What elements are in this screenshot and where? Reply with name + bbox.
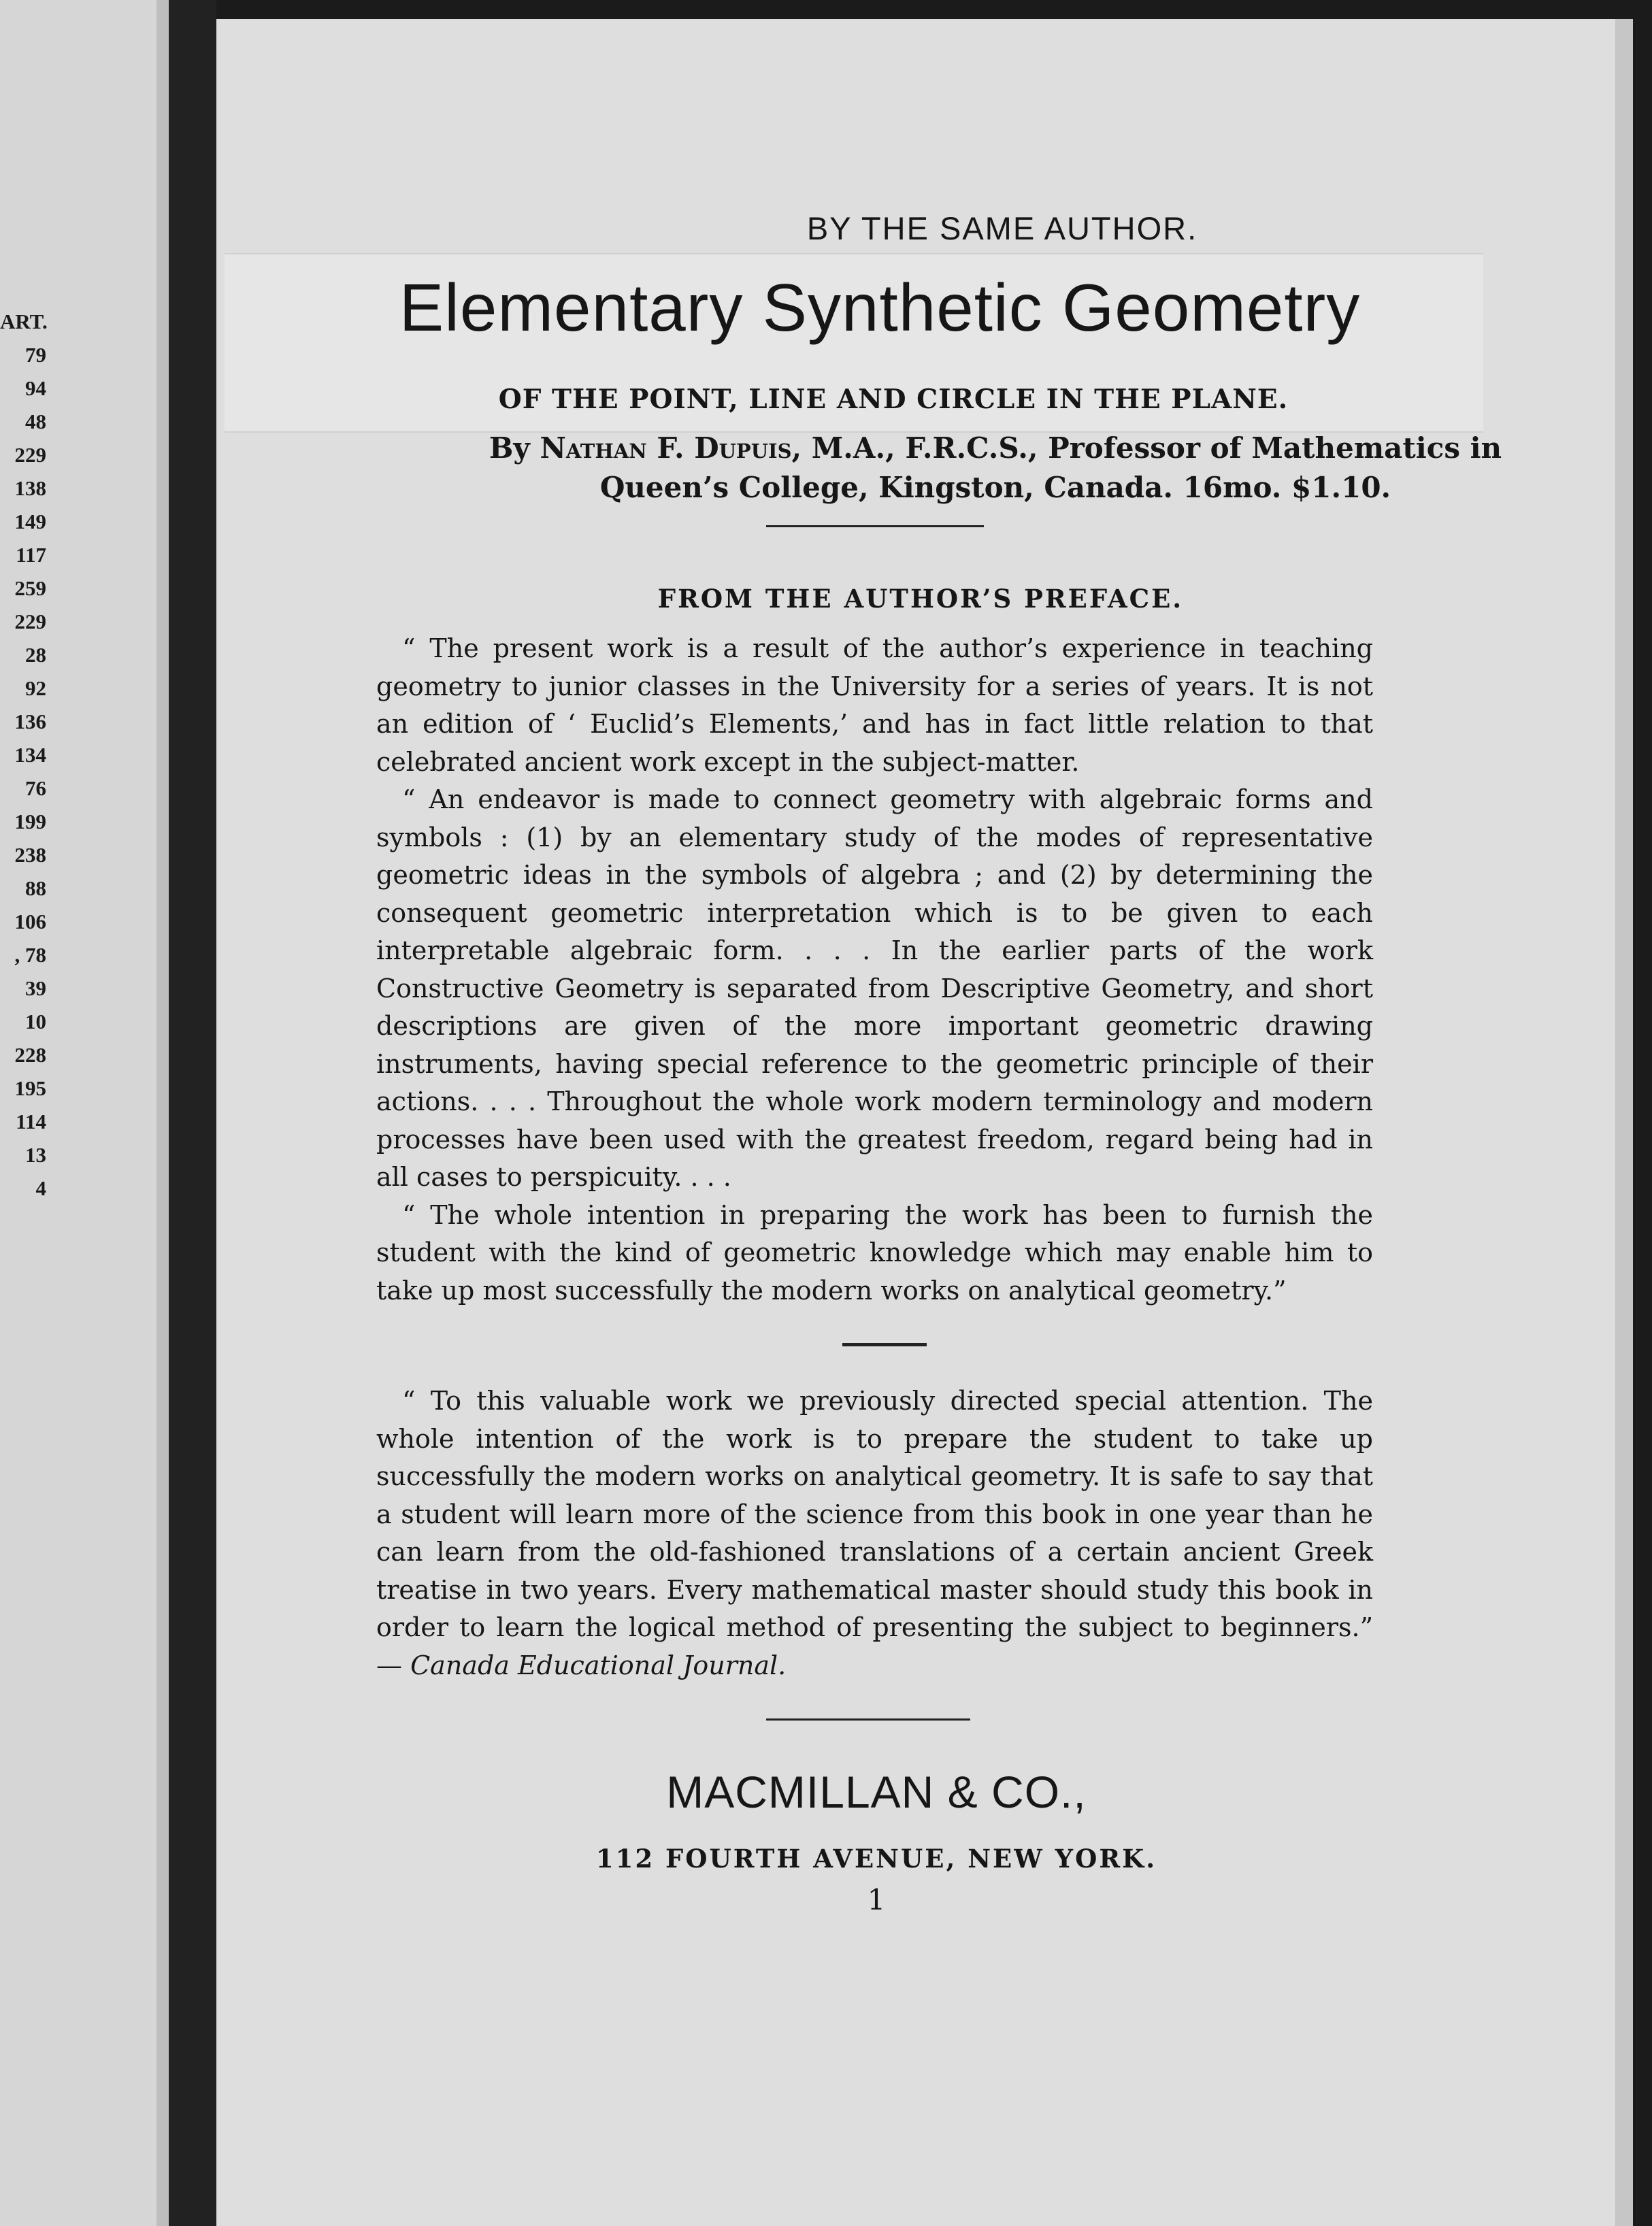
book-subtitle: OF THE POINT, LINE AND CIRCLE IN THE PLANE. <box>498 384 1289 415</box>
article-number: 229 <box>14 610 46 633</box>
byline-by: By <box>489 431 530 465</box>
author-credentials: , M.A., F.R.C.S., Professor of Mathematics in <box>791 431 1502 465</box>
article-number: 48 <box>25 410 46 433</box>
publication-details: Queen’s College, Kingston, Canada. 16mo. $1.10. <box>599 471 1391 504</box>
author-name: Nathan F. Dupuis <box>540 431 792 465</box>
article-number: 114 <box>16 1110 46 1133</box>
article-number: 39 <box>25 976 46 1000</box>
article-number: 117 <box>16 543 46 567</box>
review-source: Canada Educational Journal. <box>410 1650 787 1680</box>
article-number: 134 <box>14 743 46 767</box>
article-number-list <box>0 305 46 1205</box>
article-number: 4 <box>35 1176 46 1200</box>
article-number: 136 <box>14 710 46 733</box>
article-number: 228 <box>14 1043 46 1067</box>
facing-page <box>0 0 169 2226</box>
article-number: 229 <box>14 443 46 467</box>
divider-rule-short <box>842 1343 927 1346</box>
article-number: 149 <box>14 510 46 533</box>
article-number: 10 <box>25 1010 46 1033</box>
preface-paragraph: “ The present work is a result of the author’s experience in teaching geometry to junior classes in the University for a series of years. It is not an edition of ‘ Euclid’s Elements,’ and has in fact little relation to that celebrated ancient work except in the subject-matter. <box>376 633 1373 777</box>
by-same-author-heading: BY THE SAME AUTHOR. <box>806 210 1198 246</box>
divider-rule <box>766 525 984 527</box>
article-number: 76 <box>25 776 46 800</box>
article-number: 259 <box>14 576 46 600</box>
article-number: 94 <box>25 376 46 400</box>
preface-paragraph: “ An endeavor is made to connect geometry with algebraic forms and symbols : (1) by an elementary study of the modes of representative geometric ideas in the symbols of algebra ; and (2) by determining the consequent geometric interpretation which is to be given to each interpretable algebraic form. . . . In the earlier parts of the work Constructive Geometry is separated from Descriptive Geometry, and short descriptions are given of the more important geometric drawing instruments, having special reference to the geometric principle of their actions. . . . Throughout the whole work modern terminology and modern processes have been used with the greatest freedom, regard being had in all cases to perspicuity. . . . <box>376 784 1373 1192</box>
article-number: 199 <box>14 810 46 833</box>
page-edge <box>1615 19 1633 2226</box>
article-list-header: ART. <box>0 310 48 333</box>
publisher-name: MACMILLAN & CO., <box>666 1767 1087 1817</box>
article-number: 28 <box>25 643 46 667</box>
publisher-address: 112 FOURTH AVENUE, NEW YORK. <box>595 1844 1157 1874</box>
preface-paragraph: “ The whole intention in preparing the work has been to furnish the student with the kind of geometric knowledge which may enable him to take up most successfully the modern works on analytical geometry.” <box>376 1199 1373 1306</box>
divider-rule <box>766 1718 970 1721</box>
review-text: “ To this valuable work we previously directed special attention. The whole intention of the work is to prepare the student to take up successfully the modern works on analytical geometry. It is safe to say that a student will learn more of the science from this book in one year than he can learn from the old-fashioned translations of a certain ancient Greek treatise in two years. Every mathematical master should study this book in order to learn the logical method of presenting the subject to beginners.” — <box>376 1386 1373 1680</box>
article-number: 88 <box>25 876 46 900</box>
article-number: 13 <box>25 1143 46 1167</box>
author-byline <box>376 429 1615 508</box>
preface-text <box>376 630 1373 1310</box>
article-number: 195 <box>14 1076 46 1100</box>
review-quote <box>376 1382 1373 1684</box>
article-number: 79 <box>25 343 46 367</box>
article-number: , 78 <box>14 943 46 967</box>
preface-heading: FROM THE AUTHOR’S PREFACE. <box>657 584 1184 614</box>
article-number: 138 <box>14 476 46 500</box>
book-title: Elementary Synthetic Geometry <box>399 270 1361 345</box>
article-number: 106 <box>14 910 46 933</box>
article-number: 92 <box>25 676 46 700</box>
page-number: 1 <box>867 1883 886 1916</box>
advertisement-page <box>216 19 1633 2226</box>
book-gutter <box>169 0 216 2226</box>
article-number: 238 <box>14 843 46 867</box>
review-paragraph <box>376 1382 1373 1684</box>
